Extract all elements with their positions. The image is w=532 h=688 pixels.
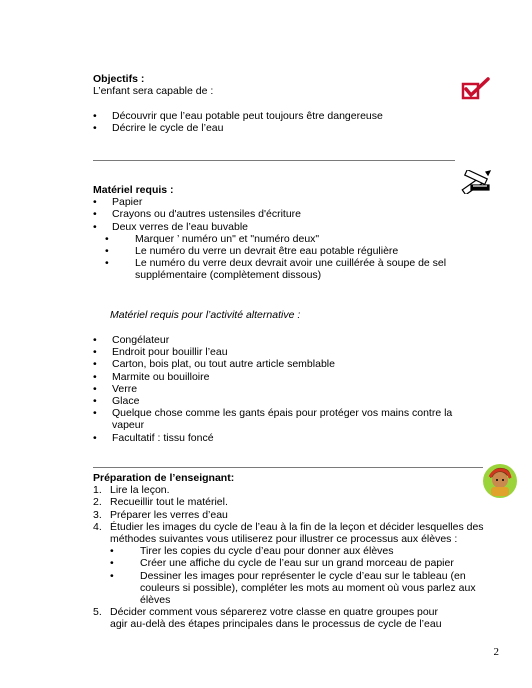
step-item: 3. Préparer les verres d’eau — [93, 508, 228, 521]
teacher-avatar-icon — [482, 463, 518, 499]
list-item-continuation: vapeur — [112, 419, 145, 432]
checkbox-check-icon — [461, 77, 491, 102]
sub-list-item: • Tirer les copies du cycle d’eau pour donner aux élèves — [110, 545, 493, 557]
list-item: • Quelque chose comme les gants épais pour protéger vos mains contre la — [93, 407, 483, 419]
alternative-section — [93, 334, 483, 444]
list-item: • Deux verres de l’eau buvable — [93, 221, 483, 233]
alternative-heading-block — [110, 309, 500, 321]
materiel-section — [93, 184, 483, 282]
list-item: • Crayons ou d'autres ustensiles d'écriture — [93, 208, 483, 220]
page-number: 2 — [493, 646, 499, 658]
sub-list-item-continuation: élèves — [140, 594, 171, 607]
list-item: • Marmite ou bouilloire — [93, 371, 483, 383]
objectifs-intro: L’enfant sera capable de : — [93, 85, 214, 98]
preparation-sublist — [93, 545, 493, 606]
list-item: • Décrire le cycle de l’eau — [93, 122, 483, 134]
materiel-title: Matériel requis : — [93, 184, 174, 196]
preparation-steps — [93, 484, 493, 545]
list-item: • Papier — [93, 196, 483, 208]
step-item: 4. Étudier les images du cycle de l’eau à la fin de la leçon et décider lesquelles des — [93, 520, 484, 533]
sub-list-item-continuation: couleurs si possible), compléter les mots au moment où vous parlez aux — [140, 581, 476, 594]
sub-list-item-continuation: supplémentaire (complètement dissous) — [135, 269, 322, 282]
preparation-title: Préparation de l’enseignant: — [93, 472, 235, 484]
alternative-list — [93, 334, 483, 444]
list-item: • Verre — [93, 383, 483, 395]
preparation-steps-continued — [93, 606, 493, 630]
step-item-continuation: méthodes suivantes vous utiliserez pour illustrer ce processus aux élèves : — [110, 533, 458, 546]
section-divider — [93, 160, 455, 161]
sub-list-item: • Le numéro du verre deux devrait avoir une cuillérée à soupe de sel — [105, 257, 483, 269]
section-divider — [93, 467, 483, 468]
objectifs-title: Objectifs : — [93, 73, 145, 85]
crayons-icon — [459, 170, 493, 194]
list-item: • Carton, bois plat, ou tout autre article semblable — [93, 358, 483, 370]
list-item: • Congélateur — [93, 334, 483, 346]
objectifs-section — [93, 73, 483, 134]
sub-list-item: • Marquer ’ numéro un" et "numéro deux" — [105, 233, 483, 245]
objectifs-list — [93, 110, 483, 134]
alternative-title: Matériel requis pour l’activité alternative : — [110, 309, 301, 321]
step-item: 1. Lire la leçon. — [93, 484, 170, 497]
sub-list-item: • Créer une affiche du cycle de l’eau sur un grand morceau de papier — [110, 557, 493, 569]
step-item-continuation: agir au-delà des étapes principales dans le processus de cycle de l’eau — [110, 618, 442, 631]
sub-list-item: • Dessiner les images pour représenter le cycle d’eau sur le tableau (en — [110, 570, 493, 582]
list-item: • Facultatif : tissu foncé — [93, 432, 483, 444]
preparation-section — [93, 472, 493, 631]
list-item: • Découvrir que l’eau potable peut toujours être dangereuse — [93, 110, 483, 122]
list-item: • Endroit pour bouillir l’eau — [93, 346, 483, 358]
list-item: • Glace — [93, 395, 483, 407]
sub-list-item: • Le numéro du verre un devrait être eau potable régulière — [105, 245, 483, 257]
step-item: 5. Décider comment vous séparerez votre classe en quatre groupes pour — [93, 606, 439, 619]
step-item: 2. Recueillir tout le matériel. — [93, 496, 228, 509]
materiel-list — [93, 196, 483, 281]
